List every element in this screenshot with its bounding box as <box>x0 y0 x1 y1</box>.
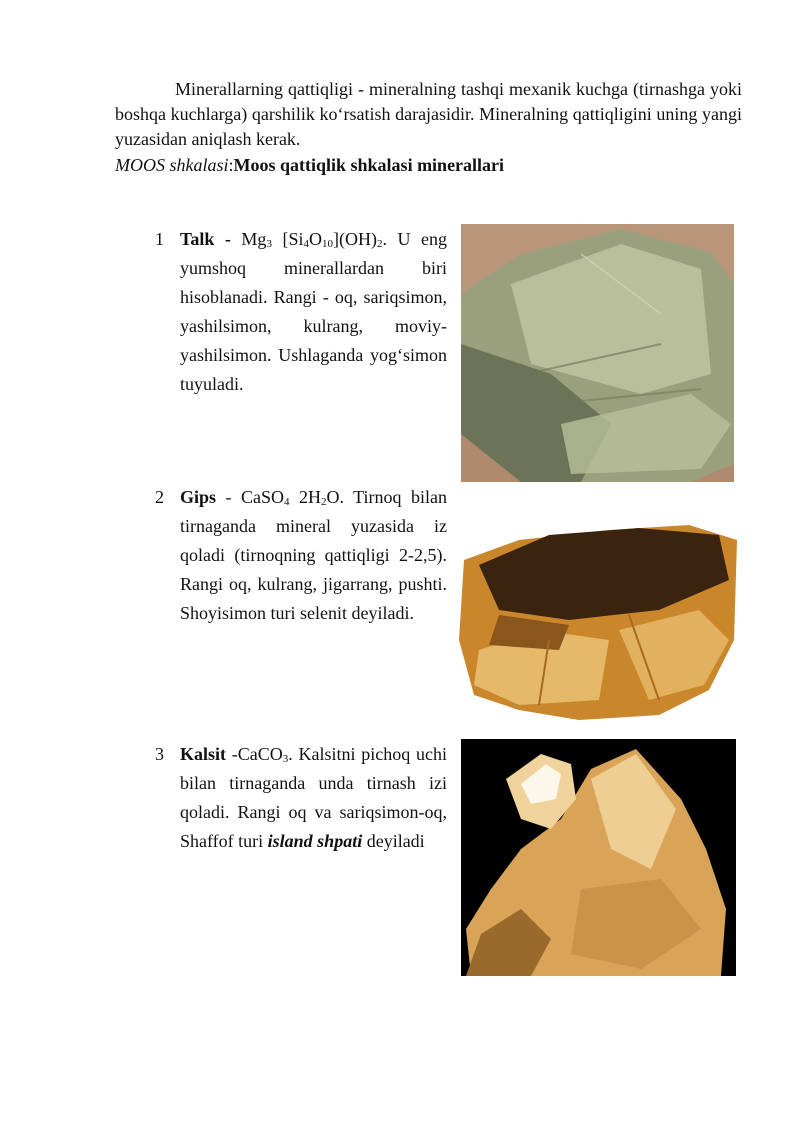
mineral-number: 1 <box>155 229 164 249</box>
scale-colon: : <box>228 155 234 175</box>
scale-title: Moos qattiqlik shkalasi minerallari <box>233 155 505 175</box>
mineral-description: U eng yumshoq minerallardan biri hisoblanadi. Rangi - oq, sariqsimon, yashilsimon, kulrang, moviy-yashilsimon. Ushlaganda yog‘simon tuyuladi. <box>180 229 447 394</box>
mineral-name: Gips <box>180 487 217 507</box>
mineral-formula: CaCO$_3$. <box>237 744 293 765</box>
mineral-emphasis: island shpati <box>267 831 363 851</box>
mineral-text <box>180 483 447 628</box>
scale-label: MOOS shkalasi <box>115 155 229 175</box>
mineral-number: 3 <box>155 744 164 764</box>
mineral-name: Talk <box>180 229 215 249</box>
mineral-text <box>180 740 447 856</box>
kalsit-mineral-photo <box>461 739 736 976</box>
gips-mineral-photo <box>459 520 739 725</box>
mineral-number: 2 <box>155 487 164 507</box>
mineral-description: Kalsitni pichoq uchi bilan tirnaganda unda tirnash izi qoladi. Rangi oq va sariqsimon-oq, Shaffof turi <box>180 744 447 851</box>
intro-paragraph <box>115 77 742 152</box>
mineral-description: Tirnoq bilan tirnaganda mineral yuzasida iz qoladi (tirnoqning qattiqligi 2-2,5). Rangi oq, kulrang, jigarrang, pushti. Shoyisimon turi selenit deyiladi. <box>180 487 447 623</box>
mineral-formula: CaSO$_4$ $2H_2O$. <box>241 487 344 508</box>
scale-heading <box>115 153 504 178</box>
formula-separator: - <box>214 229 242 249</box>
mineral-description-end: deyiladi <box>362 831 425 851</box>
formula-separator: - <box>226 744 238 764</box>
formula-separator: - <box>216 487 241 507</box>
intro-text: Minerallarning qattiqligi - mineralning tashqi mexanik kuchga (tirnashga yoki boshqa kuchlarga) qarshilik ko‘rsatish darajasidir. Mineralning qattiqligini uning yangi yuzasidan aniqlash kerak. <box>115 79 742 149</box>
mineral-text <box>180 225 447 399</box>
mineral-name: Kalsit <box>180 744 227 764</box>
mineral-formula: $Mg_3$ $[Si_4O_{10}](OH)_2$. <box>241 229 387 250</box>
talk-mineral-photo <box>461 224 734 482</box>
